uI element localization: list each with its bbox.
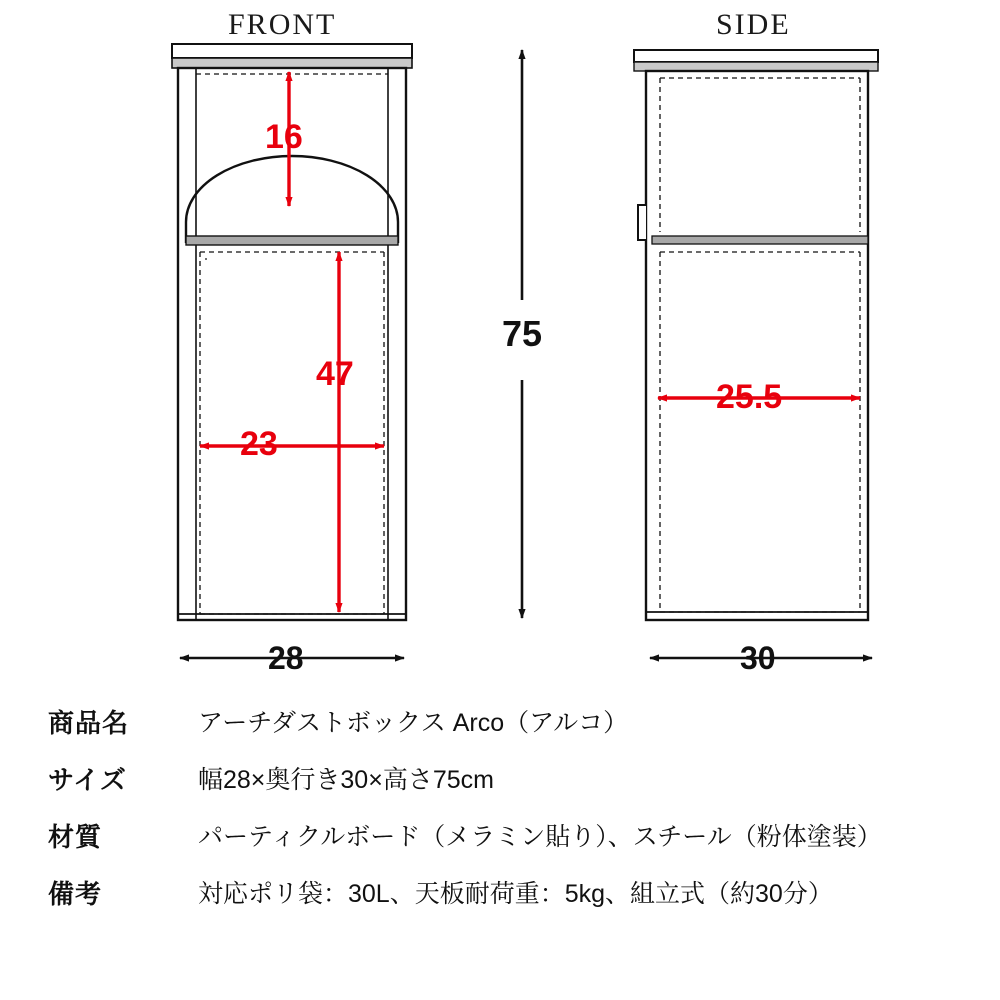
dimension-label-total-height: 75 xyxy=(502,313,543,354)
spec-label-product-name: 商品名 xyxy=(48,708,130,738)
specification-table xyxy=(0,706,1000,934)
dimension-label-side-inner-depth: 25.5 xyxy=(716,378,783,416)
spec-label-remarks: 備考 xyxy=(48,879,103,910)
spec-value-size: 幅28×奥行き30×高さ75cm xyxy=(198,766,494,795)
spec-value-material: パーティクルボード（メラミン貼り）、スチール（粉体塗装） xyxy=(198,823,882,852)
spec-row-product-name xyxy=(0,706,1000,741)
side-view-drawing xyxy=(634,50,878,658)
dimension-label-total-width: 28 xyxy=(268,640,304,676)
dimension-label-total-depth: 30 xyxy=(740,640,776,676)
spec-label-material: 材質 xyxy=(48,822,103,853)
dimension-label-inner-width: 23 xyxy=(240,425,278,463)
dimension-label-inner-top-height: 16 xyxy=(265,118,303,156)
spec-row-remarks xyxy=(0,877,1000,912)
spec-row-size xyxy=(0,763,1000,798)
front-view-title: FRONT xyxy=(228,8,337,41)
spec-label-size: サイズ xyxy=(48,765,127,796)
side-view-title: SIDE xyxy=(716,8,791,41)
dimension-label-inner-bin-height: 47 xyxy=(316,355,354,393)
spec-row-material xyxy=(0,820,1000,855)
spec-value-remarks: 対応ポリ袋：30L、天板耐荷重：5kg、組立式（約30分） xyxy=(198,880,833,909)
spec-value-product-name: アーチダストボックス Arco（アルコ） xyxy=(198,709,629,737)
